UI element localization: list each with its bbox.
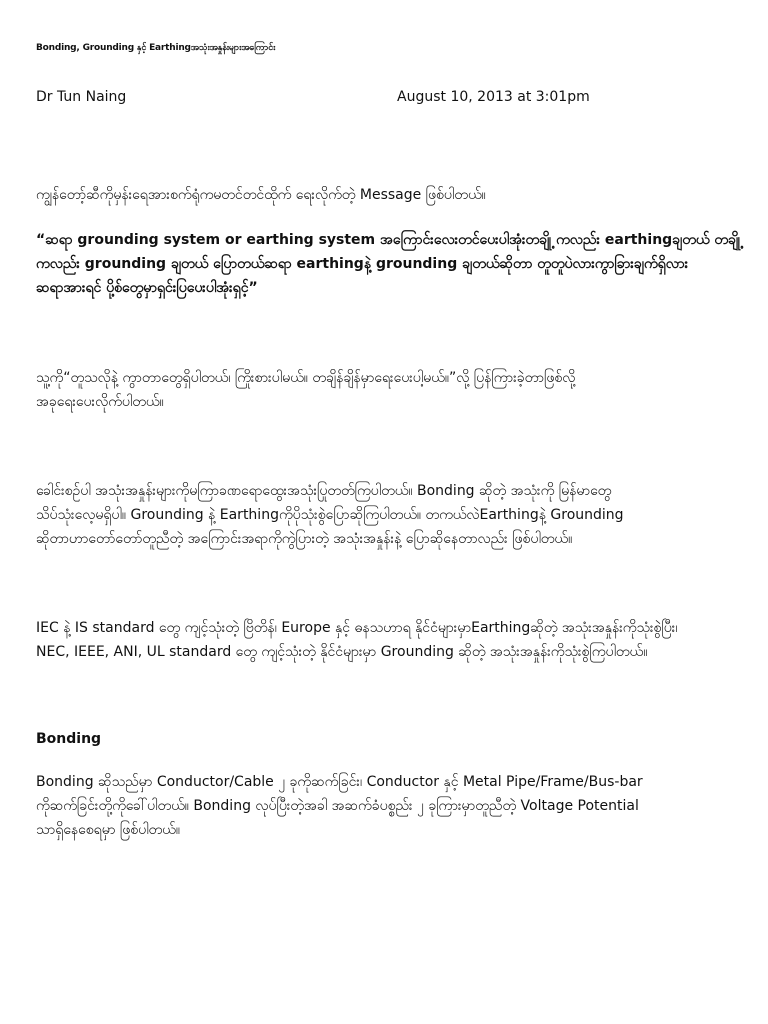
paragraph-line: သူ့ကို“တူသလိုနဲ့ ကွာတာတွေရှိပါတယ်၊ ကြိုးစားပါမယ်။ တချိန်ချိန်မှာရေးပေးပါ့မယ်။”လို့ ပြန်ကြားခဲ့တာဖြစ်လို့ — [36, 370, 576, 386]
post-date: August 10, 2013 at 3:01pm — [397, 89, 590, 105]
paragraph-line: Bonding ဆိုသည်မှာ Conductor/Cable ၂ ခုကိုဆက်ခြင်း၊ Conductor နှင့် Metal Pipe/Frame/Bus-bar — [36, 774, 643, 790]
author-name[interactable]: Dr Tun Naing — [36, 89, 127, 105]
paragraph-line: ကျွန်တော့်ဆီကိုမှန်းရေအားစက်ရုံကမတင်တင်ထိုက် ရေးလိုက်တဲ့ Message ဖြစ်ပါတယ်။ — [36, 187, 486, 203]
paragraph-line: အခုရေးပေးလိုက်ပါတယ်။ — [36, 394, 164, 410]
quoted-message-paragraph — [36, 228, 760, 300]
paragraph-line: ဆရာအားရင် ပို့စ်တွေမှာရှင်းပြပေးပါအုံးရှင့်” — [36, 280, 258, 296]
paragraph-line: ကလည်း grounding ချတယ် ပြောတယ်ဆရာ earthingနဲ့ grounding ချတယ်ဆိုတာ တူတူပဲလားကွာခြားချက်ရှိလား — [36, 256, 689, 272]
standards-paragraph — [36, 616, 760, 664]
paragraph-line: ခေါင်းစဉ်ပါ အသုံးအနှုန်းများကိုမကြာခဏရောထွေးအသုံးပြုတတ်ကြပါတယ်။ Bonding ဆိုတဲ့ အသုံးကို မြန်မာတွေ — [36, 483, 612, 499]
reply-paragraph — [36, 366, 760, 414]
paragraph-line: သိပ်သုံးလေ့မရှိပါ။ Grounding နဲ့ Earthingကိုပိုသုံးစွဲပြောဆိုကြပါတယ်။ တကယ်လဲEarthingနဲ့ Grounding — [36, 507, 624, 523]
paragraph-line: ကိုဆက်ခြင်းတို့ကိုခေါ်ပါတယ်။ Bonding လုပ်ပြီးတဲ့အခါ အဆက်ခံပစ္စည်း ၂ ခုကြားမှာတူညီတဲ့ Voltage Potential — [36, 798, 639, 814]
bonding-paragraph — [36, 770, 760, 842]
paragraph-line: ဆိုတာဟာတော်တော်တူညီတဲ့ အကြောင်းအရာကိုကွဲပြားတဲ့ အသုံးအနှုန်းနဲ့ ပြောဆိုနေတာလည်း ဖြစ်ပါတယ်။ — [36, 531, 573, 547]
paragraph-line: NEC, IEEE, ANI, UL standard တွေ ကျင့်သုံးတဲ့ နိုင်ငံများမှာ Grounding ဆိုတဲ့ အသုံးအနှုန်းကိုသုံးစွဲကြပါတယ်။ — [36, 644, 648, 660]
byline — [36, 86, 760, 108]
document-title: Bonding, Grounding နှင့် Earthingအသုံးအနှုန်းများအကြောင်း — [36, 43, 276, 53]
section-heading-bonding: Bonding — [36, 731, 102, 747]
terminology-paragraph — [36, 479, 760, 551]
paragraph-line: “ဆရာ grounding system or earthing system အကြောင်းလေးတင်ပေးပါအုံးတချို့ ကလည်း earthingချတယ် တချို့ — [36, 232, 741, 248]
paragraph-line: IEC နဲ့ IS standard တွေ ကျင့်သုံးတဲ့ ဗြိတိန်၊ Europe နှင့် ဓနသဟာရ နိုင်ငံများမှာEarthingဆိုတဲ့ အသုံးအနှုန်းကိုသုံးစွဲပြီး၊ — [36, 620, 678, 636]
intro-paragraph — [36, 183, 760, 207]
paragraph-line: သာရှိနေစေရမှာ ဖြစ်ပါတယ်။ — [36, 822, 180, 838]
